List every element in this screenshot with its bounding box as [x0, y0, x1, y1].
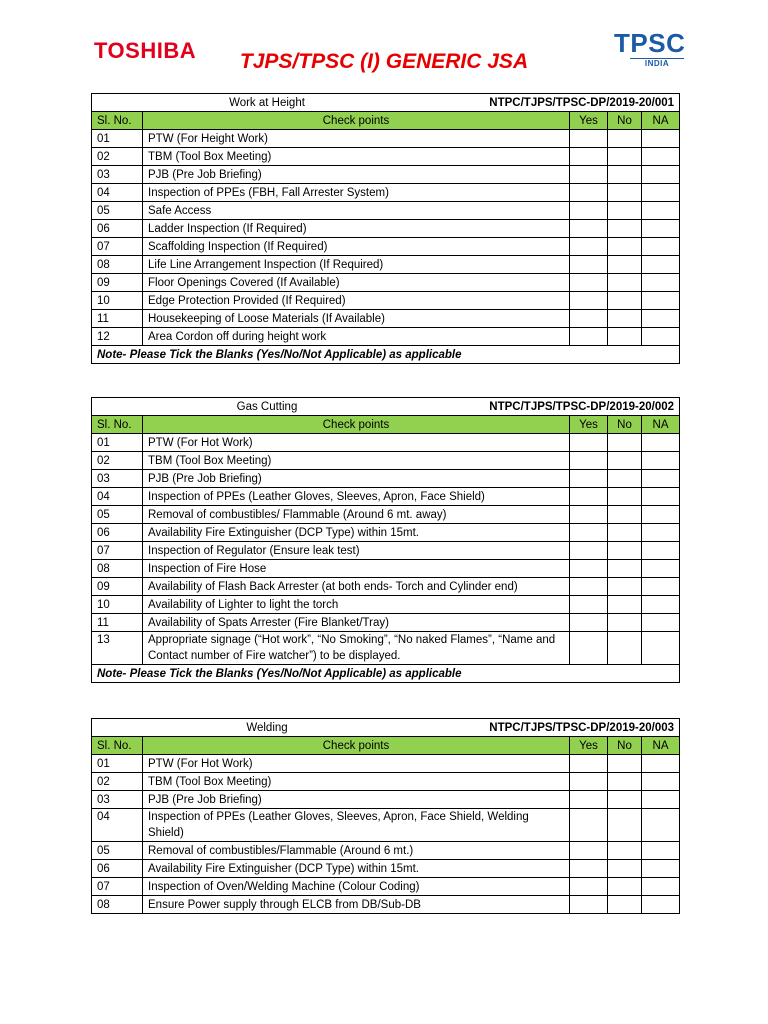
yes-tick-cell[interactable]: [570, 166, 608, 184]
yes-tick-cell[interactable]: [570, 238, 608, 256]
yes-tick-cell[interactable]: [570, 488, 608, 506]
no-tick-cell[interactable]: [608, 166, 642, 184]
header-yes: Yes: [570, 112, 608, 130]
jsa-table-welding: [91, 718, 680, 914]
yes-tick-cell[interactable]: [570, 184, 608, 202]
header-no: No: [608, 737, 642, 755]
table-row: [92, 202, 680, 220]
table-row: [92, 256, 680, 274]
row-sl-no: 07: [92, 542, 143, 560]
header-yes: Yes: [570, 416, 608, 434]
no-tick-cell[interactable]: [608, 791, 642, 809]
section-title-row: [92, 94, 680, 112]
row-sl-no: 01: [92, 434, 143, 452]
row-check-point: Ensure Power supply through ELCB from DB/Sub-DB: [143, 896, 570, 914]
section-name: Welding: [246, 721, 288, 734]
header-check-points: Check points: [143, 112, 570, 130]
no-tick-cell[interactable]: [608, 755, 642, 773]
na-tick-cell[interactable]: [642, 842, 680, 860]
yes-tick-cell[interactable]: [570, 524, 608, 542]
table-row: [92, 184, 680, 202]
row-sl-no: 08: [92, 896, 143, 914]
row-check-point: Removal of combustibles/Flammable (Around 6 mt.): [143, 842, 570, 860]
header-no: No: [608, 416, 642, 434]
header-yes: Yes: [570, 737, 608, 755]
row-sl-no: 03: [92, 166, 143, 184]
no-tick-cell[interactable]: [608, 434, 642, 452]
no-tick-cell[interactable]: [608, 488, 642, 506]
no-tick-cell[interactable]: [608, 809, 642, 842]
row-check-point: Inspection of Fire Hose: [143, 560, 570, 578]
table-row: [92, 842, 680, 860]
tpsc-logo-text: TPSC: [614, 28, 686, 58]
yes-tick-cell[interactable]: [570, 773, 608, 791]
row-check-point: Edge Protection Provided (If Required): [143, 292, 570, 310]
row-sl-no: 09: [92, 274, 143, 292]
table-row: [92, 632, 680, 665]
row-check-point: TBM (Tool Box Meeting): [143, 452, 570, 470]
table-row: [92, 755, 680, 773]
tpsc-logo: [614, 30, 686, 70]
row-check-point: Inspection of Oven/Welding Machine (Colour Coding): [143, 878, 570, 896]
section-code: NTPC/TJPS/TPSC-DP/2019-20/001: [489, 96, 675, 109]
row-sl-no: 13: [92, 632, 143, 665]
table-row: [92, 560, 680, 578]
no-tick-cell[interactable]: [608, 596, 642, 614]
row-check-point: TBM (Tool Box Meeting): [143, 148, 570, 166]
no-tick-cell[interactable]: [608, 614, 642, 632]
note-row: [92, 665, 680, 683]
no-tick-cell[interactable]: [608, 506, 642, 524]
yes-tick-cell[interactable]: [570, 292, 608, 310]
row-sl-no: 11: [92, 310, 143, 328]
na-tick-cell[interactable]: [642, 148, 680, 166]
table-row: [92, 220, 680, 238]
no-tick-cell[interactable]: [608, 130, 642, 148]
yes-tick-cell[interactable]: [570, 614, 608, 632]
yes-tick-cell[interactable]: [570, 842, 608, 860]
row-sl-no: 02: [92, 452, 143, 470]
no-tick-cell[interactable]: [608, 452, 642, 470]
table-row: [92, 130, 680, 148]
table-row: [92, 470, 680, 488]
row-check-point: Safe Access: [143, 202, 570, 220]
yes-tick-cell[interactable]: [570, 596, 608, 614]
row-check-point: Area Cordon off during height work: [143, 328, 570, 346]
header-no: No: [608, 112, 642, 130]
header-check-points: Check points: [143, 737, 570, 755]
jsa-table-gas-cutting: [91, 397, 680, 683]
no-tick-cell[interactable]: [608, 860, 642, 878]
no-tick-cell[interactable]: [608, 310, 642, 328]
yes-tick-cell[interactable]: [570, 809, 608, 842]
na-tick-cell[interactable]: [642, 238, 680, 256]
no-tick-cell[interactable]: [608, 773, 642, 791]
table-row: [92, 506, 680, 524]
row-sl-no: 02: [92, 773, 143, 791]
table-row: [92, 148, 680, 166]
no-tick-cell[interactable]: [608, 184, 642, 202]
row-sl-no: 06: [92, 860, 143, 878]
na-tick-cell[interactable]: [642, 614, 680, 632]
row-check-point: PTW (For Hot Work): [143, 434, 570, 452]
table-row: [92, 488, 680, 506]
section-title-cell: [92, 94, 680, 112]
no-tick-cell[interactable]: [608, 292, 642, 310]
document-header: [0, 0, 768, 90]
table-row: [92, 542, 680, 560]
yes-tick-cell[interactable]: [570, 328, 608, 346]
na-tick-cell[interactable]: [642, 542, 680, 560]
na-tick-cell[interactable]: [642, 166, 680, 184]
section-title-row: [92, 398, 680, 416]
yes-tick-cell[interactable]: [570, 130, 608, 148]
yes-tick-cell[interactable]: [570, 310, 608, 328]
yes-tick-cell[interactable]: [570, 791, 608, 809]
row-sl-no: 05: [92, 202, 143, 220]
yes-tick-cell[interactable]: [570, 560, 608, 578]
yes-tick-cell[interactable]: [570, 256, 608, 274]
table-row: [92, 328, 680, 346]
table-row: [92, 809, 680, 842]
table-row: [92, 166, 680, 184]
no-tick-cell[interactable]: [608, 632, 642, 665]
yes-tick-cell[interactable]: [570, 202, 608, 220]
no-tick-cell[interactable]: [608, 328, 642, 346]
table-row: [92, 878, 680, 896]
no-tick-cell[interactable]: [608, 238, 642, 256]
row-check-point: PTW (For Hot Work): [143, 755, 570, 773]
row-sl-no: 07: [92, 238, 143, 256]
na-tick-cell[interactable]: [642, 791, 680, 809]
na-tick-cell[interactable]: [642, 184, 680, 202]
na-tick-cell[interactable]: [642, 755, 680, 773]
na-tick-cell[interactable]: [642, 274, 680, 292]
row-check-point: TBM (Tool Box Meeting): [143, 773, 570, 791]
header-na: NA: [642, 416, 680, 434]
section-name: Gas Cutting: [236, 400, 298, 413]
table-row: [92, 434, 680, 452]
row-check-point: Ladder Inspection (If Required): [143, 220, 570, 238]
column-header-row: [92, 416, 680, 434]
no-tick-cell[interactable]: [608, 256, 642, 274]
na-tick-cell[interactable]: [642, 256, 680, 274]
row-check-point: Housekeeping of Loose Materials (If Available): [143, 310, 570, 328]
section-title-cell: [92, 398, 680, 416]
row-sl-no: 01: [92, 755, 143, 773]
header-sl-no: Sl. No.: [92, 112, 143, 130]
no-tick-cell[interactable]: [608, 878, 642, 896]
column-header-row: [92, 737, 680, 755]
yes-tick-cell[interactable]: [570, 470, 608, 488]
no-tick-cell[interactable]: [608, 896, 642, 914]
na-tick-cell[interactable]: [642, 596, 680, 614]
note-text: Note- Please Tick the Blanks (Yes/No/Not Applicable) as applicable: [92, 346, 680, 364]
na-tick-cell[interactable]: [642, 488, 680, 506]
na-tick-cell[interactable]: [642, 130, 680, 148]
row-check-point: Appropriate signage (“Hot work”, “No Smoking”, “No naked Flames”, “Name and Contact number of Fire watcher”) to be displayed.: [143, 632, 570, 665]
header-sl-no: Sl. No.: [92, 737, 143, 755]
row-sl-no: 02: [92, 148, 143, 166]
yes-tick-cell[interactable]: [570, 578, 608, 596]
row-sl-no: 12: [92, 328, 143, 346]
na-tick-cell[interactable]: [642, 632, 680, 665]
section-title-cell: [92, 719, 680, 737]
row-sl-no: 06: [92, 524, 143, 542]
no-tick-cell[interactable]: [608, 842, 642, 860]
yes-tick-cell[interactable]: [570, 632, 608, 665]
section-code: NTPC/TJPS/TPSC-DP/2019-20/002: [489, 400, 675, 413]
row-sl-no: 03: [92, 470, 143, 488]
note-row: [92, 346, 680, 364]
tpsc-logo-subtext: INDIA: [630, 58, 684, 70]
yes-tick-cell[interactable]: [570, 506, 608, 524]
table-row: [92, 310, 680, 328]
row-sl-no: 08: [92, 256, 143, 274]
yes-tick-cell[interactable]: [570, 452, 608, 470]
toshiba-logo: TOSHIBA: [94, 38, 197, 63]
row-check-point: Removal of combustibles/ Flammable (Around 6 mt. away): [143, 506, 570, 524]
header-sl-no: Sl. No.: [92, 416, 143, 434]
na-tick-cell[interactable]: [642, 860, 680, 878]
row-check-point: Availability of Lighter to light the torch: [143, 596, 570, 614]
column-header-row: [92, 112, 680, 130]
row-sl-no: 07: [92, 878, 143, 896]
row-check-point: Inspection of PPEs (Leather Gloves, Sleeves, Apron, Face Shield): [143, 488, 570, 506]
row-check-point: Scaffolding Inspection (If Required): [143, 238, 570, 256]
row-check-point: Inspection of PPEs (Leather Gloves, Sleeves, Apron, Face Shield, Welding Shield): [143, 809, 570, 842]
na-tick-cell[interactable]: [642, 310, 680, 328]
header-na: NA: [642, 112, 680, 130]
no-tick-cell[interactable]: [608, 578, 642, 596]
na-tick-cell[interactable]: [642, 292, 680, 310]
na-tick-cell[interactable]: [642, 220, 680, 238]
yes-tick-cell[interactable]: [570, 542, 608, 560]
jsa-table-work-at-height: [91, 93, 680, 364]
na-tick-cell[interactable]: [642, 896, 680, 914]
section-code: NTPC/TJPS/TPSC-DP/2019-20/003: [489, 721, 675, 734]
na-tick-cell[interactable]: [642, 328, 680, 346]
row-sl-no: 04: [92, 488, 143, 506]
section-title-row: [92, 719, 680, 737]
table-row: [92, 292, 680, 310]
table-row: [92, 238, 680, 256]
no-tick-cell[interactable]: [608, 470, 642, 488]
row-sl-no: 04: [92, 809, 143, 842]
table-row: [92, 524, 680, 542]
row-sl-no: 09: [92, 578, 143, 596]
yes-tick-cell[interactable]: [570, 860, 608, 878]
no-tick-cell[interactable]: [608, 148, 642, 166]
na-tick-cell[interactable]: [642, 524, 680, 542]
yes-tick-cell[interactable]: [570, 274, 608, 292]
row-check-point: PJB (Pre Job Briefing): [143, 166, 570, 184]
table-row: [92, 578, 680, 596]
row-check-point: Availability Fire Extinguisher (DCP Type) within 15mt.: [143, 860, 570, 878]
na-tick-cell[interactable]: [642, 773, 680, 791]
table-row: [92, 452, 680, 470]
table-row: [92, 791, 680, 809]
na-tick-cell[interactable]: [642, 452, 680, 470]
row-sl-no: 05: [92, 842, 143, 860]
row-sl-no: 06: [92, 220, 143, 238]
row-sl-no: 03: [92, 791, 143, 809]
yes-tick-cell[interactable]: [570, 878, 608, 896]
no-tick-cell[interactable]: [608, 524, 642, 542]
row-check-point: Life Line Arrangement Inspection (If Required): [143, 256, 570, 274]
row-sl-no: 11: [92, 614, 143, 632]
row-check-point: PTW (For Height Work): [143, 130, 570, 148]
row-check-point: Inspection of Regulator (Ensure leak test): [143, 542, 570, 560]
row-sl-no: 05: [92, 506, 143, 524]
yes-tick-cell[interactable]: [570, 896, 608, 914]
no-tick-cell[interactable]: [608, 560, 642, 578]
note-text: Note- Please Tick the Blanks (Yes/No/Not Applicable) as applicable: [92, 665, 680, 683]
table-row: [92, 274, 680, 292]
na-tick-cell[interactable]: [642, 878, 680, 896]
row-check-point: PJB (Pre Job Briefing): [143, 470, 570, 488]
row-sl-no: 04: [92, 184, 143, 202]
row-check-point: Inspection of PPEs (FBH, Fall Arrester System): [143, 184, 570, 202]
no-tick-cell[interactable]: [608, 202, 642, 220]
na-tick-cell[interactable]: [642, 506, 680, 524]
row-check-point: Availability of Flash Back Arrester (at both ends- Torch and Cylinder end): [143, 578, 570, 596]
table-row: [92, 614, 680, 632]
section-name: Work at Height: [229, 96, 305, 109]
row-check-point: Availability of Spats Arrester (Fire Blanket/Tray): [143, 614, 570, 632]
table-row: [92, 860, 680, 878]
row-sl-no: 10: [92, 596, 143, 614]
table-row: [92, 773, 680, 791]
row-check-point: Floor Openings Covered (If Available): [143, 274, 570, 292]
row-check-point: PJB (Pre Job Briefing): [143, 791, 570, 809]
document-title: TJPS/TPSC (I) GENERIC JSA: [239, 50, 529, 73]
table-row: [92, 896, 680, 914]
no-tick-cell[interactable]: [608, 274, 642, 292]
row-sl-no: 10: [92, 292, 143, 310]
na-tick-cell[interactable]: [642, 470, 680, 488]
yes-tick-cell[interactable]: [570, 220, 608, 238]
row-check-point: Availability Fire Extinguisher (DCP Type) within 15mt.: [143, 524, 570, 542]
yes-tick-cell[interactable]: [570, 148, 608, 166]
table-row: [92, 596, 680, 614]
yes-tick-cell[interactable]: [570, 434, 608, 452]
row-sl-no: 08: [92, 560, 143, 578]
header-check-points: Check points: [143, 416, 570, 434]
header-na: NA: [642, 737, 680, 755]
no-tick-cell[interactable]: [608, 220, 642, 238]
yes-tick-cell[interactable]: [570, 755, 608, 773]
na-tick-cell[interactable]: [642, 434, 680, 452]
na-tick-cell[interactable]: [642, 202, 680, 220]
na-tick-cell[interactable]: [642, 560, 680, 578]
na-tick-cell[interactable]: [642, 809, 680, 842]
row-sl-no: 01: [92, 130, 143, 148]
no-tick-cell[interactable]: [608, 542, 642, 560]
na-tick-cell[interactable]: [642, 578, 680, 596]
